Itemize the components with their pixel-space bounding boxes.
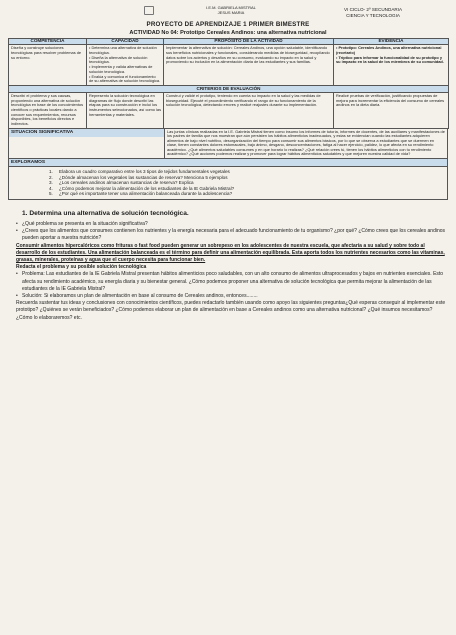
bullet-icon: • bbox=[16, 221, 18, 228]
evidencia-item: • Tríptico para informar la funcionalidad de su prototipo y su impacto en la salud de los miembros de su comunidad. bbox=[336, 54, 444, 65]
competency-row bbox=[9, 45, 449, 85]
bullet-icon: • bbox=[16, 293, 18, 300]
solution-text: Solución: Si elaboramos un plan de alimentación en base al consumo de Cereales andinos, entonces........ bbox=[22, 293, 258, 300]
question-line bbox=[8, 228, 448, 242]
header-capacidad: CAPACIDAD bbox=[87, 39, 164, 45]
header-evidencia: EVIDENCIA bbox=[334, 39, 449, 45]
school-line-1: I.E.M. GABRIELA MISTRAL bbox=[206, 5, 256, 10]
school-logo-icon bbox=[144, 6, 154, 15]
exploration-num: 2. bbox=[49, 174, 53, 180]
exploration-text: ¿Los cereales andinos almacenan sustancias de reserva? Explica bbox=[59, 180, 194, 186]
problem-line bbox=[8, 271, 448, 293]
capacidad-item: • Diseña la alternativa de solución tecnológica. bbox=[89, 54, 148, 65]
exploration-text: Elabora un cuadro comparativo entre los 3 tipos de tejidos fundamentales vegetales bbox=[59, 169, 230, 175]
situation-text: Las juntas clínicas realizadas en la I.E. Gabriela Mistral tienen como insumo los informes de tutoría, informes de docentes, de las auxiliares y manifestaciones de los padres de familia que nos muestran que aún persisten los hábitos alimenticios inadecuados, y estas se evidencian cuando las estudiantes adquieren alimentos de bajo nivel nutritivo, desorganización del tiempo para consumir sus alimentos básicos, por lo que se observa a estudiantes que se duermen en clase, tienen constantes dolores estomacales, bajo ánimo, desgano, desconcentraciones, fatiga al hacer ejercicio, palidez, lo que afecta en su rendimiento académico. ¿Qué alimentos saludables consumes y en que horario lo realizas? ¿Qué relación crees tú, tienen los hábitos alimenticios con tu rendimiento académico? ¿Qué acciones podemos realizar y promover para lograr hábitos alimenticios saludables y que mejoren nuestra calidad de vida? bbox=[167, 128, 445, 157]
criteria-1: Describí el problema y sus causas, proponiendo una alternativa de solución tecnológica en base de los conocimientos científicos o prácticas locales dando a conocer sus requerimientos, recursos disponibles, los beneficios directos e indirectos. bbox=[9, 93, 87, 129]
criteria-header-row bbox=[9, 85, 449, 92]
explorations-list bbox=[8, 167, 448, 200]
exploration-num: 4. bbox=[49, 185, 53, 191]
exploration-num: 5. bbox=[49, 191, 53, 197]
header-competencia: COMPETENCIA bbox=[9, 39, 87, 45]
solution-line bbox=[8, 293, 448, 300]
exploration-item bbox=[49, 191, 441, 197]
instruction-line: Redacta el problema y su posible solución tecnológica bbox=[16, 264, 147, 271]
criteria-header: CRITERIOS DE EVALUACIÓN bbox=[9, 85, 449, 92]
exploration-text: ¿Dónde almacenan los vegetales las sustancias de reserva? Menciona 5 ejemplos bbox=[59, 174, 228, 180]
capacidad-item: • Determina una alternativa de solución tecnológica. bbox=[89, 45, 157, 55]
activity-title: ACTIVIDAD No 04: Prototipo Cereales Andinos: una alternativa nutricional bbox=[129, 30, 327, 36]
criteria-4: Realicé pruebas de verificación, justificando propuestas de mejora para incrementar la eficiencia del consumo de cereales andinos en la dieta diaria. bbox=[334, 93, 449, 129]
evidencia-item: • Prototipo: Cereales Andinos, una alternativa nutricional (recetario) bbox=[336, 45, 442, 55]
cycle-line-1: VI CICLO- 2º SECUNDARIA bbox=[343, 7, 403, 12]
capacidad-item: • Implementa y valida alternativas de solución tecnológica. bbox=[89, 64, 153, 74]
worksheet-page bbox=[8, 5, 448, 625]
capacidad-cell bbox=[87, 45, 164, 85]
bullet-icon: • bbox=[16, 228, 18, 235]
competency-table bbox=[8, 38, 449, 129]
project-title: PROYECTO DE APRENDIZAJE 1 PRIMER BIMESTRE bbox=[146, 21, 310, 28]
situation-section bbox=[8, 129, 448, 160]
exploration-num: 3. bbox=[49, 180, 53, 186]
question-line bbox=[8, 221, 448, 228]
reminder-text: Recuerda sustentar tus ideas y conclusiones con conocimientos científicos, puedes redactarlo también usando como apoyo las siguientes preguntas¿Qué esperas conseguir al implementar este prototipo? ¿Quiénes se verán beneficiados? ¿Cómo podemos elaborar un plan de alimentación en base a Cereales andinos como una alternativa nutricional? ¿Qué insumos necesitamos? ¿Cómo lo elaboraremos? etc. bbox=[16, 300, 446, 321]
situation-title: SITUACION SIGNIFICATIVA bbox=[9, 129, 164, 137]
school-name bbox=[154, 5, 298, 15]
school-line-2: JESUS MARIA bbox=[217, 10, 245, 15]
question-text: ¿Crees que los alimentos que consumes contienen los nutrientes y la energía necesaria para el adecuado funcionamiento de tu organismo? ¿por qué? ¿Cómo crees que los cereales andinos pueden aportar a nuestra nutrición? bbox=[22, 228, 446, 242]
exploration-text: ¿Por qué es importante tener una alimentación balanceada durante la adolescencia? bbox=[59, 191, 233, 197]
evidencia-cell bbox=[334, 45, 449, 85]
answer-bold-text: Consumir alimentos hipercalóricos como frituras o fast food pueden generar un sobrepeso en los adolescentes de nuestra escuela, que afectaría a su salud y sobre todo al desarrollo de los estudiantes. Una alimentación balanceada es el término para definir una alimentación equilibrada. Esta aporta todos los nutrientes necesarios como las vitaminas, grasas, minerales, proteínas y agua que el cuerpo necesita para funcionar bien. bbox=[16, 242, 445, 264]
section-1-body bbox=[8, 221, 448, 322]
criteria-row bbox=[9, 93, 449, 129]
competencia-cell: Diseña y construye soluciones tecnológicas para resolver problemas de su entorno. bbox=[9, 45, 87, 85]
situation-left bbox=[9, 129, 165, 159]
problem-text: Problema: Las estudiantes de la IE Gabriela Mistral presentan hábitos alimenticios poco saludables, con un alto consumo de alimentos ultraprocesados y bajos en nutrientes esenciales. Esto afecta su rendimiento académico, su energía diaria y su bienestar general. ¿Cómo podemos proponer una alternativa de solución tecnológica que permita mejorar la alimentación de las estudiantes de la IE Gabriela Mistral? bbox=[22, 271, 444, 292]
section-1-title: 1. Determina una alternativa de solución tecnológica. bbox=[22, 210, 189, 218]
bullet-icon: • bbox=[16, 271, 18, 278]
header-proposito: PROPÓSITO DE LA ACTIVIDAD bbox=[164, 39, 334, 45]
question-text: ¿Qué problema se presenta en la situación significativa? bbox=[22, 221, 148, 228]
cycle-info bbox=[298, 5, 448, 18]
criteria-3: Construí y validé el prototipo, teniendo en cuenta su impacto en la salud y las medidas de bioseguridad. Ejecuté el procedimiento verificando el rango de su funcionamiento de la solución tecnológica, detectando errores y realicé reajustes durante su implementación. bbox=[164, 93, 334, 129]
capacidad-item: • Evalúa y comunica el funcionamiento de su alternativa de solución tecnológica. bbox=[89, 73, 161, 84]
exploration-num: 1. bbox=[49, 169, 53, 175]
exploration-text: ¿Cómo podemos mejorar la alimentación de los estudiantes de la IE Gabriela Mistral? bbox=[59, 185, 235, 191]
explorations-title: EXPLORAMOS bbox=[8, 159, 448, 167]
criteria-2: Represento la solución tecnológica en diagramas de flujo donde describí las etapas para su construcción e incluí los instrumentos seleccionados, así como las herramientas y materiales. bbox=[87, 93, 164, 129]
cycle-line-2: CIENCIA Y TECNOLOGIA bbox=[346, 12, 400, 18]
proposito-cell: Implementar la alternativa de solución: Cereales Andinos, una opción saludable, identificando sus beneficios nutricionales y funcionales, considerando medidas de bioseguridad, recopilando datos sobre los aciertos y desafíos en su consumo, evaluando su impacto en la salud y promoviendo su inclusión en la alimentación diaria de las estudiantes y sus familias. bbox=[164, 45, 334, 85]
